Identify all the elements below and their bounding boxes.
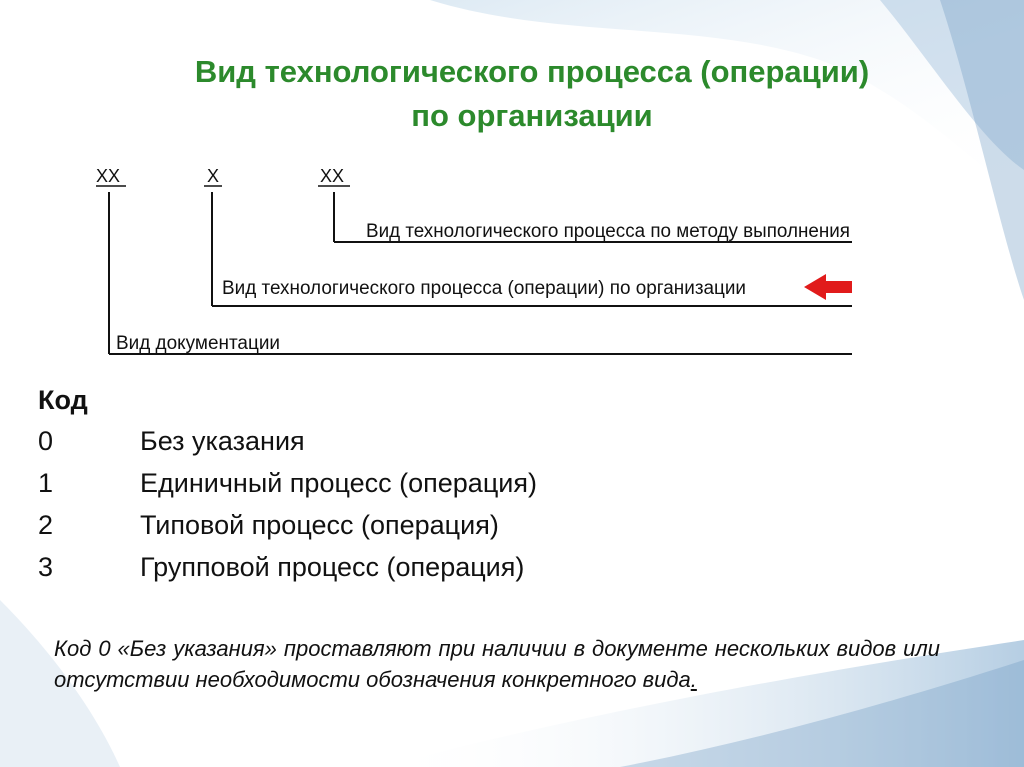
label-documentation: Вид документации: [116, 333, 280, 354]
designation-structure-diagram: [88, 158, 852, 370]
code-row: [38, 420, 537, 462]
code-heading: Код: [38, 385, 88, 415]
code-mark-documentation: ХХ: [96, 166, 121, 186]
usage-note: [54, 633, 940, 695]
slide-title-line1: Вид технологического процесса (операции): [194, 54, 870, 89]
usage-note-text: Код 0 «Без указания» проставляют при наличии в документе нескольких видов или отсутствии необходимости обозначения конкретного вида: [54, 636, 940, 692]
code-value: 2: [38, 510, 54, 540]
code-row: [38, 462, 537, 504]
label-organization: Вид технологического процесса (операции) по организации: [222, 278, 746, 299]
label-method: Вид технологического процесса по методу выполнения: [366, 221, 850, 242]
code-description: Без указания: [140, 426, 305, 456]
red-arrow-icon: [804, 274, 852, 300]
code-value: 0: [38, 426, 54, 456]
code-value: 3: [38, 552, 54, 582]
code-row: [38, 504, 537, 546]
slide-title-line2: по организации: [411, 98, 653, 133]
code-list: [38, 380, 537, 588]
code-description: Групповой процесс (операция): [140, 552, 525, 582]
code-value: 1: [38, 468, 54, 498]
slide-title: [40, 50, 1024, 138]
code-description: Единичный процесс (операция): [140, 468, 537, 498]
usage-note-end: .: [690, 667, 697, 692]
code-mark-method: ХХ: [320, 166, 345, 186]
code-description: Типовой процесс (операция): [140, 510, 499, 540]
code-row: [38, 546, 537, 588]
code-mark-organization: Х: [207, 166, 220, 186]
